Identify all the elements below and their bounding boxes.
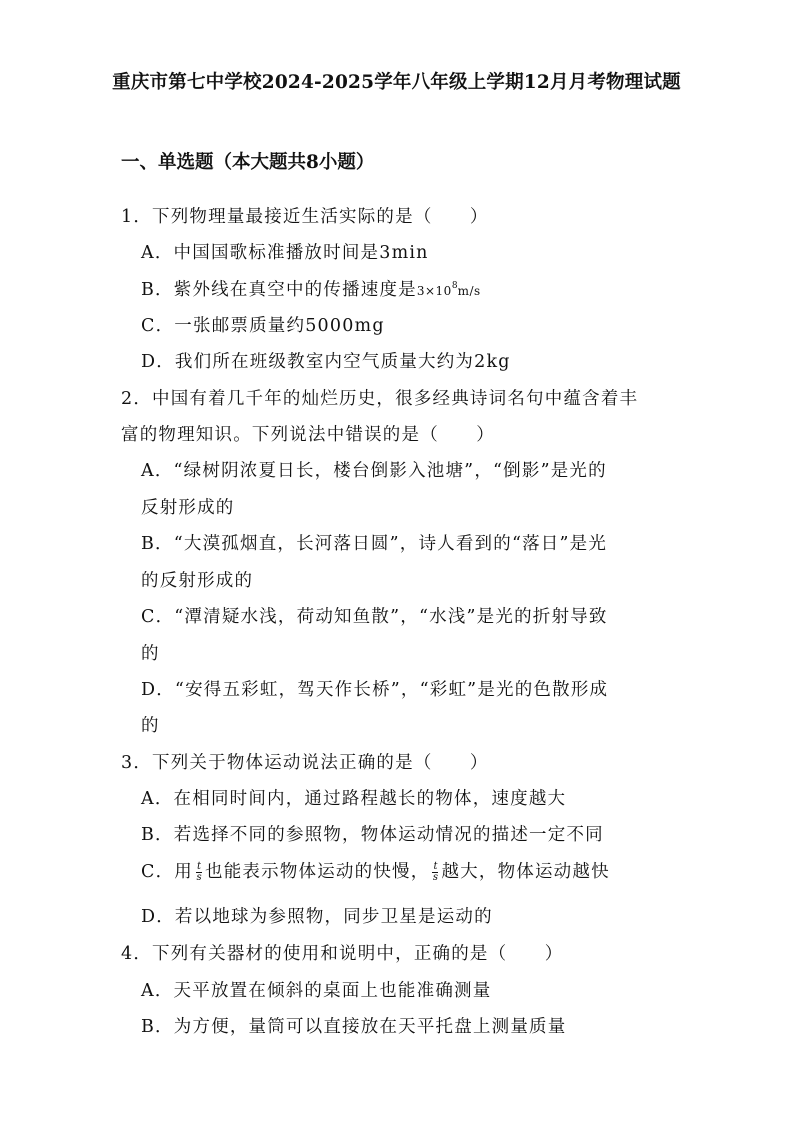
option-c-prefix: C．用 (141, 862, 193, 882)
question-2-option-b-line-1: B．“大漠孤烟直，长河落日圆”，诗人看到的“落日”是光 (141, 534, 608, 554)
question-2-option-d-line-1: D．“安得五彩虹，驾天作长桥”，“彩虹”是光的色散形成 (141, 680, 609, 700)
question-1-option-c: C．一张邮票质量约5000mg (141, 316, 385, 336)
question-4-option-b: B．为方便，量筒可以直接放在天平托盘上测量质量 (141, 1017, 567, 1037)
question-2-stem-line-2: 富的物理知识。下列说法中错误的是（ ） (121, 425, 495, 445)
fraction-t-over-s (196, 862, 202, 883)
fraction-denominator-2: s (432, 872, 439, 883)
question-1-option-a: A．中国国歌标准播放时间是3min (141, 243, 429, 263)
fraction-numerator-2: t (433, 861, 438, 872)
option-c-suffix: 越大，物体运动越快 (441, 862, 610, 882)
question-4-stem: 4．下列有关器材的使用和说明中，正确的是（ ） (121, 944, 564, 964)
speed-exponent: 8 (451, 281, 458, 291)
speed-value: 3×10 (416, 284, 452, 298)
question-1-option-b (141, 276, 481, 301)
question-3-option-d: D．若以地球为参照物，同步卫星是运动的 (141, 907, 493, 927)
question-3-option-b: B．若选择不同的参照物，物体运动情况的描述一定不同 (141, 825, 604, 845)
fraction-t-over-s-2 (432, 862, 438, 883)
question-2-option-c-line-2: 的 (141, 644, 160, 664)
question-2-option-a-line-1: A．“绿树阴浓夏日长，楼台倒影入池塘”，“倒影”是光的 (141, 461, 607, 481)
question-1-option-d: D．我们所在班级教室内空气质量大约为2kg (141, 352, 511, 372)
option-b-text: B．紫外线在真空中的传播速度是 (141, 280, 417, 300)
fraction-numerator: t (197, 861, 202, 872)
speed-unit: m/s (457, 284, 481, 298)
question-2-option-c-line-1: C．“潭清疑水浅，荷动知鱼散”，“水浅”是光的折射导致 (141, 607, 608, 627)
question-3-stem: 3．下列关于物体运动说法正确的是（ ） (121, 753, 489, 773)
option-c-middle: 也能表示物体运动的快慢， (205, 862, 430, 882)
question-3-option-c (141, 858, 610, 883)
question-3-option-a: A．在相同时间内，通过路程越长的物体，速度越大 (141, 789, 567, 809)
page-title: 重庆市第七中学校2024-2025学年八年级上学期12月月考物理试题 (112, 72, 681, 93)
question-2-option-d-line-2: 的 (141, 716, 160, 736)
question-2-option-a-line-2: 反射形成的 (141, 498, 235, 518)
question-2-stem-line-1: 2．中国有着几千年的灿烂历史，很多经典诗词名句中蕴含着丰 (121, 389, 639, 409)
question-1-stem: 1．下列物理量最接近生活实际的是（ ） (121, 207, 489, 227)
fraction-denominator: s (196, 872, 202, 883)
section-heading: 一、单选题（本大题共8小题） (121, 152, 375, 173)
question-2-option-b-line-2: 的反射形成的 (141, 571, 254, 591)
question-4-option-a: A．天平放置在倾斜的桌面上也能准确测量 (141, 981, 492, 1001)
